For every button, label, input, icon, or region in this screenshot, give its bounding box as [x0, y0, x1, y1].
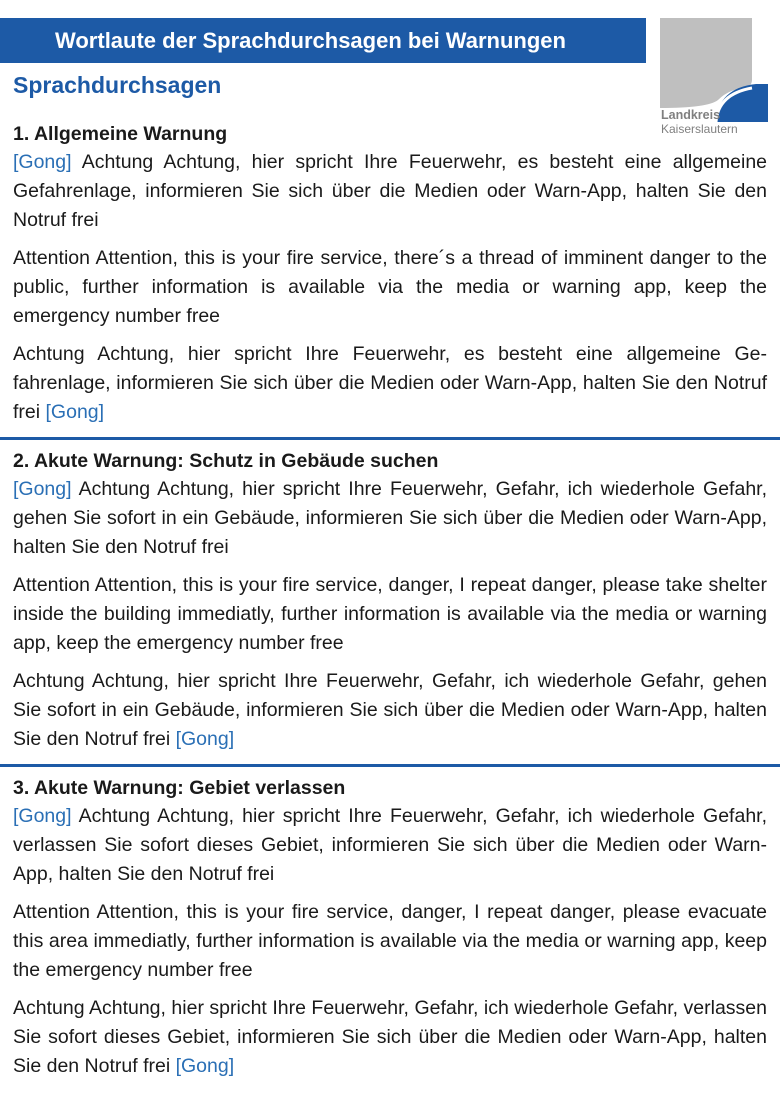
gong-marker: [Gong]: [13, 478, 72, 500]
header-title: Wortlaute der Sprachdurchsagen bei Warnungen: [55, 28, 566, 53]
german-outro-paragraph: [13, 340, 767, 427]
german-intro-text: Achtung Achtung, hier spricht Ihre Feuerwehr, Gefahr, ich wiederhole Gefahr, verlassen Sie sofort dieses Gebiet, informieren Sie sich über die Medien oder Warn-App, halten Sie den Notruf frei: [13, 805, 767, 885]
german-outro-paragraph: [13, 667, 767, 754]
german-outro-text: Achtung Achtung, hier spricht Ihre Feuerwehr, es besteht eine allgemeine Gefahrenlage, informieren Sie sich über die Medien oder Warn-App, halten Sie den Notruf frei: [13, 343, 767, 423]
german-intro-paragraph: [13, 148, 767, 235]
logo-text-landkreis: Landkreis: [661, 108, 721, 122]
section-divider: [0, 764, 780, 767]
gong-marker: [Gong]: [175, 728, 235, 750]
gong-marker: [Gong]: [13, 151, 72, 173]
german-intro-paragraph: [13, 475, 767, 562]
english-paragraph: Attention Attention, this is your fire service, there´s a thread of imminent danger to the public, further information is available via the media or warning app, keep the emergency number free: [13, 247, 767, 327]
announcement-block-general: [13, 120, 767, 427]
header-banner: [0, 18, 646, 63]
gong-marker: [Gong]: [175, 1055, 235, 1077]
german-outro-text: Achtung Achtung, hier spricht Ihre Feuerwehr, Gefahr, ich wiederhole Gefahr, gehen Sie sofort in ein Gebäude, informieren Sie sich über die Medien oder Warn-App, halten Sie den Notruf frei: [13, 670, 767, 750]
logo-emblem-icon: [660, 18, 768, 122]
english-paragraph: Attention Attention, this is your fire service, danger, I repeat danger, please evacuate this area immediatly, further information is available via the media or warning app, keep the emergency number free: [13, 901, 767, 981]
gong-marker: [Gong]: [13, 805, 72, 827]
german-intro-paragraph: [13, 802, 767, 889]
german-outro-paragraph: [13, 994, 767, 1081]
announcement-block-shelter: [13, 447, 767, 754]
section-title: Sprachdurchsagen: [13, 72, 222, 98]
block-heading: 1. Allgemeine Warnung: [13, 123, 228, 145]
landkreis-logo: [660, 18, 768, 136]
logo-text-kaiserslautern: Kaiserslautern: [661, 122, 738, 136]
block-heading: 3. Akute Warnung: Gebiet verlassen: [13, 777, 346, 799]
german-intro-text: Achtung Achtung, hier spricht Ihre Feuerwehr, Gefahr, ich wiederhole Gefahr, gehen Sie sofort in ein Gebäude, informieren Sie sich über die Medien oder Warn-App, halten Sie den Notruf frei: [13, 478, 767, 558]
gong-marker: [Gong]: [45, 401, 105, 423]
german-intro-text: Achtung Achtung, hier spricht Ihre Feuerwehr, es besteht eine allgemeine Gefahrenlage, informieren Sie sich über die Medien oder Warn-App, halten Sie den Notruf frei: [13, 151, 768, 231]
announcements-content: [13, 120, 767, 1081]
english-paragraph: Attention Attention, this is your fire service, danger, I repeat danger, please take shelter inside the building immediatly, further information is available via the media or warning app, keep the emergency number free: [13, 574, 767, 654]
german-outro-text: Achtung Achtung, hier spricht Ihre Feuerwehr, Gefahr, ich wiederhole Gefahr, verlassen Sie sofort dieses Gebiet, informieren Sie sich über die Medien oder Warn-App, halten Sie den Notruf frei: [13, 997, 767, 1077]
section-divider: [0, 437, 780, 440]
block-heading: 2. Akute Warnung: Schutz in Gebäude suchen: [13, 450, 439, 472]
announcement-block-evacuate: [13, 774, 767, 1081]
